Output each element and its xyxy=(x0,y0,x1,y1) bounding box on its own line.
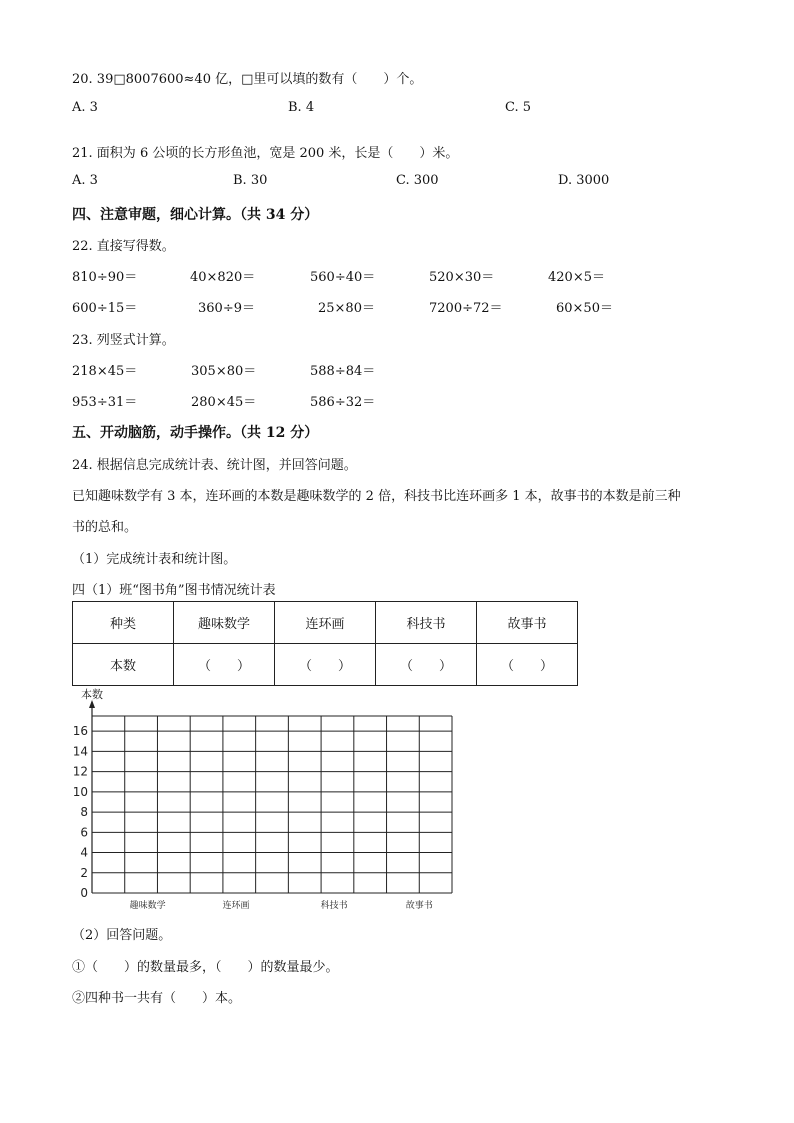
x-category-label: 故事书 xyxy=(405,901,433,911)
bar-chart-grid[interactable] xyxy=(64,688,464,914)
q20-option-a[interactable]: A. 3 xyxy=(72,100,98,115)
section-4-heading: 四、注意审题，细心计算。（共 34 分） xyxy=(72,207,319,223)
q21-option-b[interactable]: B. 30 xyxy=(233,173,268,188)
q22-item: 810÷90＝ xyxy=(72,270,138,285)
q24-sub2: ②四种书一共有（ ）本。 xyxy=(72,991,242,1006)
answer-blank[interactable]: （ ） xyxy=(477,644,578,686)
q23-item: 280×45＝ xyxy=(191,395,257,410)
q21-option-c[interactable]: C. 300 xyxy=(396,173,439,188)
answer-blank[interactable]: （ ） xyxy=(376,644,477,686)
y-tick-label: 16 xyxy=(72,724,88,739)
y-tick-label: 6 xyxy=(80,825,88,840)
q24-info-line1: 已知趣味数学有 3 本，连环画的本数是趣味数学的 2 倍，科技书比连环画多 1 本，故事书的本数是前三种 xyxy=(72,489,681,504)
y-tick-label: 4 xyxy=(80,845,88,860)
q22-item: 360÷9＝ xyxy=(198,301,255,316)
q22-item: 420×5＝ xyxy=(548,270,605,285)
table-title: 四（1）班“图书角”图书情况统计表 xyxy=(72,583,276,598)
q22-item: 560÷40＝ xyxy=(310,270,376,285)
table-cell: 科技书 xyxy=(376,602,477,644)
q24-info-line2: 书的总和。 xyxy=(72,520,138,535)
x-category-label: 趣味数学 xyxy=(129,901,166,911)
q22-item: 60×50＝ xyxy=(556,301,613,316)
statistics-table xyxy=(72,601,578,686)
q22-item: 40×820＝ xyxy=(190,270,256,285)
q22-item: 520×30＝ xyxy=(429,270,495,285)
y-tick-label: 8 xyxy=(80,805,88,820)
q22-text: 22. 直接写得数。 xyxy=(72,239,175,254)
q21-option-a[interactable]: A. 3 xyxy=(72,173,98,188)
x-category-label: 科技书 xyxy=(320,901,348,911)
q23-item: 218×45＝ xyxy=(72,364,138,379)
q24-part1: （1）完成统计表和统计图。 xyxy=(72,552,237,567)
q24-sub1: ①（ ）的数量最多，（ ）的数量最少。 xyxy=(72,960,339,975)
table-cell: 故事书 xyxy=(477,602,578,644)
q23-item: 953÷31＝ xyxy=(72,395,138,410)
table-cell: 连环画 xyxy=(275,602,376,644)
y-tick-label: 0 xyxy=(80,886,88,900)
q23-item: 305×80＝ xyxy=(191,364,257,379)
section-5-heading: 五、开动脑筋，动手操作。（共 12 分） xyxy=(72,425,319,441)
table-cell: 趣味数学 xyxy=(174,602,275,644)
q23-item: 586÷32＝ xyxy=(310,395,376,410)
q20-text: 20. 39□8007600≈40 亿，□里可以填的数有（ ）个。 xyxy=(72,72,423,87)
q20-option-c[interactable]: C. 5 xyxy=(505,100,532,115)
y-tick-label: 10 xyxy=(72,784,88,799)
q21-text: 21. 面积为 6 公顷的长方形鱼池，宽是 200 米，长是（ ）米。 xyxy=(72,146,459,161)
y-axis-label: 本数 xyxy=(81,688,103,701)
q23-text: 23. 列竖式计算。 xyxy=(72,333,175,348)
y-axis-arrow xyxy=(89,700,95,708)
table-cell: 种类 xyxy=(73,602,174,644)
q23-item: 588÷84＝ xyxy=(310,364,376,379)
answer-blank[interactable]: （ ） xyxy=(275,644,376,686)
y-tick-label: 2 xyxy=(80,865,88,880)
table-header-row xyxy=(73,602,578,644)
x-category-label: 连环画 xyxy=(222,901,250,911)
answer-blank[interactable]: （ ） xyxy=(174,644,275,686)
q22-item: 7200÷72＝ xyxy=(429,301,503,316)
q21-option-d[interactable]: D. 3000 xyxy=(558,173,610,188)
q20-option-b[interactable]: B. 4 xyxy=(288,100,315,115)
table-cell: 本数 xyxy=(73,644,174,686)
y-tick-label: 14 xyxy=(72,744,88,759)
q22-item: 600÷15＝ xyxy=(72,301,138,316)
q22-item: 25×80＝ xyxy=(318,301,375,316)
table-row xyxy=(73,644,578,686)
y-tick-label: 12 xyxy=(72,764,88,779)
q24-text: 24. 根据信息完成统计表、统计图，并回答问题。 xyxy=(72,458,357,473)
q24-part2: （2）回答问题。 xyxy=(72,928,172,943)
